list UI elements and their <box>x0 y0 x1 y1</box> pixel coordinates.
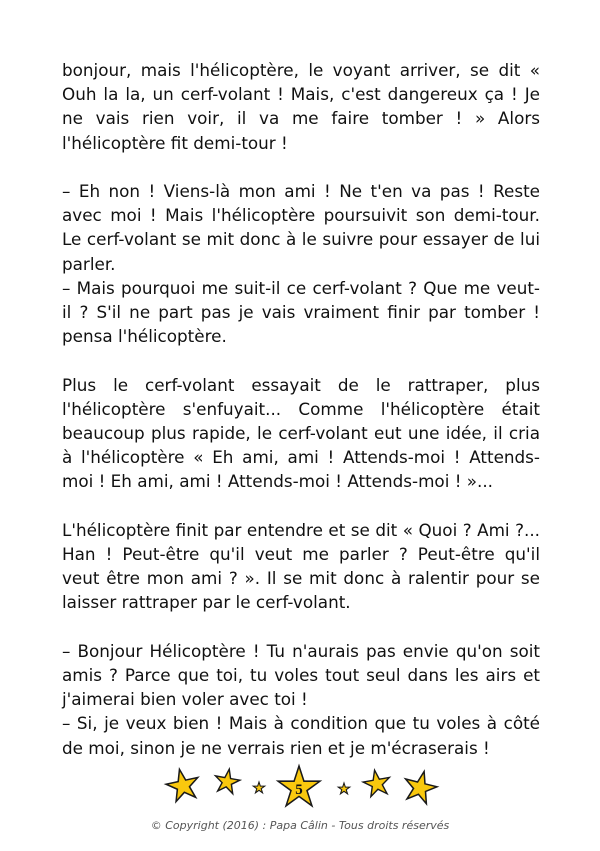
star-icon <box>338 783 349 794</box>
star-icon <box>401 768 440 806</box>
story-text <box>62 58 540 760</box>
star-icon <box>253 782 264 793</box>
page-number: 5 <box>295 782 303 798</box>
dialogue-1: – Eh non ! Viens-là mon ami ! Ne t'en va pas ! Reste avec moi ! Mais l'hélicoptère poursuivit son demi-tour. Le cerf-volant se mit donc à le suivre pour essayer de lui parler. <box>62 181 540 274</box>
page-number-stars <box>0 758 600 814</box>
paragraph-1: bonjour, mais l'hélicoptère, le voyant arriver, se dit « Ouh la la, un cerf-volant ! Mais, c'est dangereux ça ! Je ne vais rien voir, il va me faire tomber ! » Alors l'hélicoptère fit demi-tour ! <box>62 60 540 153</box>
dialogue-3: – Bonjour Hélicoptère ! Tu n'aurais pas envie qu'on soit amis ? Parce que toi, tu voles tout seul dans les airs et j'aimerai bien voler avec toi ! <box>62 640 540 710</box>
star-icon <box>361 768 392 798</box>
dialogue-2: – Mais pourquoi me suit-il ce cerf-volant ? Que me veut-il ? S'il ne part pas je vais vraiment finir par tomber ! pensa l'hélicoptère. <box>62 277 540 347</box>
star-icon <box>164 766 202 803</box>
copyright-notice: © Copyright (2016) : Papa Câlin - Tous droits réservés <box>150 819 450 832</box>
paragraph-3: Plus le cerf-volant essayait de le rattraper, plus l'hélicoptère s'enfuyait... Comme l'hélicoptère était beaucoup plus rapide, le cerf-volant eut une idée, il cria à l'hélicoptère « Eh ami, ami ! Attends-moi ! Attends-moi ! Eh ami, ami ! Attends-moi ! Attends-moi ! »... <box>62 374 540 492</box>
dialogue-4: – Si, je veux bien ! Mais à condition que tu voles à côté de moi, sinon je ne verrais rien et je m'écraserais ! <box>62 713 540 758</box>
star-icon <box>213 767 241 794</box>
paragraph-4: L'hélicoptère finit par entendre et se dit « Quoi ? Ami ?... Han ! Peut-être qu'il veut me parler ? Peut-être qu'il veut être mon ami ? ». Il se mit donc à ralentir pour se laisser rattraper par le cerf-volant. <box>62 519 540 613</box>
